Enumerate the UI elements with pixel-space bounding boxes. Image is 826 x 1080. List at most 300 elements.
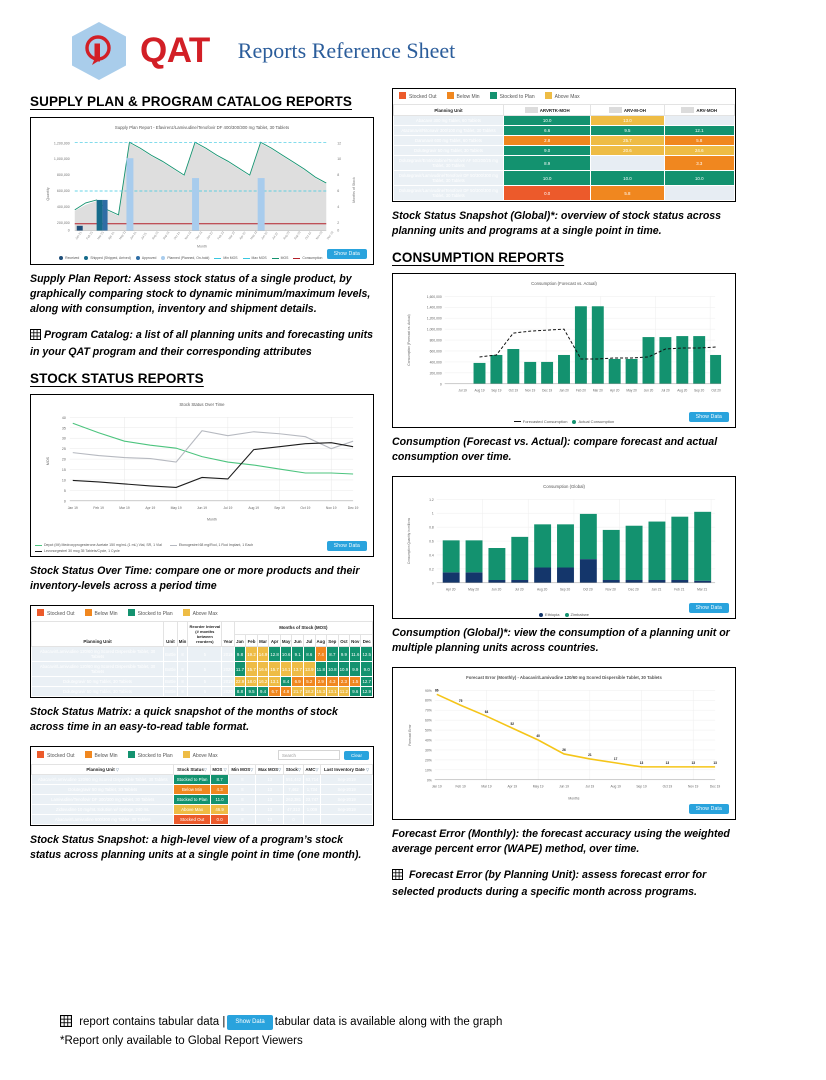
th-month: Aug (315, 634, 327, 647)
table-row (32, 815, 373, 825)
svg-text:600,000: 600,000 (429, 349, 442, 354)
cg-legend (397, 612, 731, 617)
cell-mos: 11.8 (315, 662, 327, 677)
legend-label: Above Max (192, 753, 218, 760)
th-month: Feb (246, 634, 258, 647)
svg-text:Apr 21: Apr 21 (107, 230, 116, 241)
qat-q-mark-icon (83, 34, 113, 66)
cell-mos: 6.7 (269, 687, 281, 697)
legend-label: MOS (280, 256, 289, 260)
cell-mos: 9.6 (350, 687, 361, 697)
svg-text:Mar 21: Mar 21 (96, 230, 105, 241)
svg-text:May 19: May 19 (532, 784, 544, 789)
stock-status-over-time-chart (35, 409, 369, 537)
cell-mos: 12.5 (361, 647, 373, 662)
th-month: Jun (292, 634, 304, 647)
cell-mos: 0.0 (504, 186, 591, 201)
caption-supply-plan: Supply Plan Report: Assess stock status of a single product, by graphically comparing stock to dynamic minimum/maximum levels, along with consumption, inventory and shipment details. (30, 273, 371, 316)
snapshot-status-legend (31, 747, 373, 764)
cell-mos: 4.3 (210, 785, 229, 795)
cell-mos: 2.9 (315, 677, 327, 687)
filter-icon[interactable]: ▽ (115, 767, 120, 773)
cell-last-inventory-date: Sep-2019 (321, 795, 373, 805)
legend-label: Shipped (Shipped, Arrived) (90, 256, 131, 260)
cell-year: 2019 (222, 677, 234, 687)
cell-amc: 1,734 (303, 785, 320, 795)
stock-status-matrix-card (30, 605, 374, 698)
svg-text:8: 8 (337, 173, 340, 178)
legend-label: Etonogestrel 68 mg/Rod, 1 Rod Implant, 1 Each (178, 543, 254, 548)
svg-text:Aug 19: Aug 19 (474, 388, 485, 393)
svg-text:0: 0 (337, 228, 340, 233)
cell-mos: 10.0 (504, 171, 591, 186)
svg-text:1,200,000: 1,200,000 (426, 316, 442, 321)
cell-unit: Bottle (164, 687, 178, 697)
bar-planned-3 (258, 178, 265, 231)
legend-label: Stocked Out (47, 611, 75, 618)
svg-text:0: 0 (63, 499, 66, 504)
cell-last-inventory-date (321, 815, 373, 825)
caption-stock-status-over-time: Stock Status Over Time: compare one or more products and their inventory-levels across a period time (30, 565, 360, 593)
svg-text:Jul 19: Jul 19 (458, 388, 467, 393)
cell-mos: 12.9 (361, 687, 373, 697)
th-month: Nov (350, 634, 361, 647)
cell-mos: 5.8 (664, 136, 735, 146)
cell-max-mos: 13 (256, 775, 284, 785)
svg-text:Sep 21: Sep 21 (161, 230, 171, 241)
cell-mos: 12.7 (361, 677, 373, 687)
filter-icon[interactable]: ▽ (278, 767, 282, 773)
svg-text:Month: Month (206, 517, 217, 522)
svg-text:40%: 40% (425, 738, 432, 743)
caption-stock-status-matrix: Stock Status Matrix: a quick snapshot of the months of stock across time in an easy-to-read table format. (30, 706, 338, 734)
table-row (394, 136, 735, 146)
status-badge: Stocked to Plan (174, 795, 210, 805)
svg-text:80%: 80% (425, 698, 432, 703)
matrix-status-legend (31, 606, 373, 621)
svg-text:0: 0 (67, 228, 70, 233)
cell-unit: Bottle (164, 662, 178, 677)
svg-text:May 20: May 20 (468, 587, 479, 592)
svg-text:Forecast Error: Forecast Error (407, 724, 412, 746)
svg-text:Jan 21: Jan 21 (74, 230, 83, 241)
svg-text:Month: Month (197, 244, 207, 249)
cell-stock: 262,381 (284, 795, 304, 805)
svg-text:75: 75 (458, 699, 463, 704)
cell-mos: 18.0 (246, 677, 258, 687)
svg-text:1.2: 1.2 (429, 497, 434, 502)
cell-year: 2020 (222, 662, 234, 677)
legend-label: Above Max (192, 611, 218, 618)
status-badge: Stocked Out (174, 815, 210, 825)
svg-text:0%: 0% (426, 778, 432, 783)
cell-mos: 5.8 (591, 186, 664, 201)
cell-mos: 13.7 (292, 662, 304, 677)
th-month: Dec (361, 634, 373, 647)
table-row (32, 805, 373, 815)
th-min-mos: Min MOS▽ (229, 765, 256, 775)
cell-max-mos: 13 (256, 795, 284, 805)
table-grid-icon (30, 329, 41, 345)
show-data-button[interactable]: Show Data (689, 603, 729, 613)
clear-button[interactable]: Clear (344, 751, 369, 760)
show-data-button[interactable]: Show Data (327, 249, 367, 259)
svg-text:Jun 22: Jun 22 (260, 230, 269, 241)
cell-min: 8 (177, 647, 188, 662)
table-row (394, 116, 735, 126)
svg-text:Oct 19: Oct 19 (508, 388, 518, 393)
svg-text:200,000: 200,000 (429, 371, 442, 376)
svg-text:2: 2 (337, 220, 340, 225)
svg-text:Sep 19: Sep 19 (491, 388, 502, 393)
svg-text:10: 10 (337, 157, 342, 162)
show-data-button[interactable]: Show Data (689, 412, 729, 422)
cell-min-mos: 8 (229, 815, 256, 825)
th-month: Jan (234, 634, 246, 647)
flag-icon (609, 107, 622, 113)
th-program-arv-moh: ARV-MOH (664, 105, 735, 116)
consumption-global-chart (397, 491, 731, 606)
th-stock: Stock▽ (284, 765, 304, 775)
svg-text:Sep 20: Sep 20 (559, 587, 571, 592)
svg-text:Feb 21: Feb 21 (85, 230, 94, 241)
cell-mos: 7.4 (315, 647, 327, 662)
svg-text:90%: 90% (425, 689, 432, 693)
svg-text:Consumption Quantity in millio: Consumption Quantity in millions (406, 518, 411, 565)
cell-mos: 12.1 (664, 126, 735, 136)
cell-mos: 10.0 (664, 171, 735, 186)
cell-mos: 21.7 (292, 687, 304, 697)
table-row (394, 146, 735, 156)
filter-icon[interactable]: ▽ (223, 767, 227, 773)
svg-text:52: 52 (510, 722, 515, 727)
cell-mos: 10.0 (591, 171, 664, 186)
svg-text:Nov 19: Nov 19 (525, 388, 536, 393)
cell-mos (664, 186, 735, 201)
stock-status-matrix-body (32, 647, 373, 697)
cell-mos: 13.1 (327, 687, 339, 697)
cell-mos: 25.7 (591, 136, 664, 146)
cell-planning-unit: Dolutegravir/Lamivudine/Tenofovir DF 50/300/300 mg Tablet, 30 Tablets (394, 171, 504, 186)
th-amc: AMC▽ (303, 765, 320, 775)
table-row (394, 171, 735, 186)
svg-text:Dec 22: Dec 22 (325, 230, 335, 241)
consumption-global-bars (443, 512, 711, 583)
legend-label: Levonorgestrel 30 mcg 35 Tablets/Cycle, 1 Cycle (44, 549, 120, 554)
sso-legend (35, 543, 369, 553)
cell-mos: 8.7 (210, 775, 229, 785)
table-row (394, 186, 735, 201)
actual-consumption-bars (474, 306, 722, 384)
cell-max-mos: 13 (256, 805, 284, 815)
cell-mos: 16.6 (257, 662, 269, 677)
cell-min: 8 (177, 662, 188, 677)
bar-approved (103, 200, 108, 231)
th-reorder-interval: Reorder Interval (# months between reorders) (188, 622, 222, 647)
cell-mos: 15.3 (315, 687, 327, 697)
svg-text:1,400,000: 1,400,000 (426, 305, 442, 310)
cell-mos: 9.9 (338, 647, 350, 662)
svg-text:70%: 70% (425, 708, 432, 713)
svg-text:1,200,000: 1,200,000 (53, 141, 70, 146)
cg-chart-title: Consumption (Global) (543, 484, 585, 490)
cell-amc: 63,714 (303, 775, 320, 785)
svg-text:Oct 20: Oct 20 (583, 587, 593, 592)
cell-mos: 9.5 (591, 126, 664, 136)
svg-text:400,000: 400,000 (56, 204, 70, 209)
show-data-button[interactable]: Show Data (689, 804, 729, 814)
svg-text:Aug 19: Aug 19 (610, 784, 621, 789)
cell-planning-unit: Dolutegravir/Emtricitabine/Tenofovir AF 50/200/25 mg Tablet, 30 Tablets (394, 156, 504, 171)
svg-text:Feb 22: Feb 22 (216, 230, 226, 241)
cell-min: 8 (177, 677, 188, 687)
svg-text:Dec 19: Dec 19 (709, 784, 721, 789)
legend-label: Ethiopia (545, 612, 560, 618)
cell-min-mos: 8 (229, 795, 256, 805)
svg-text:Jul 20: Jul 20 (661, 388, 670, 393)
svg-text:Feb 19: Feb 19 (93, 505, 104, 510)
svg-text:0.6: 0.6 (429, 539, 434, 544)
cell-mos: 20.6 (591, 146, 664, 156)
flag-icon (525, 107, 538, 113)
legend-label: Stocked Out (409, 94, 437, 100)
cell-stock: 7,462 (284, 785, 304, 795)
stock-status-snapshot-global-card (392, 88, 736, 202)
svg-text:Jul 22: Jul 22 (271, 231, 279, 241)
svg-text:May 21: May 21 (118, 230, 127, 241)
cell-mos: 4.8 (280, 687, 292, 697)
cell-mos: 9.4 (257, 687, 269, 697)
legend-label: Actual Consumption (578, 419, 615, 425)
svg-text:May 22: May 22 (249, 230, 259, 241)
fe-chart-title: Forecast Error (Monthly) - Abacavir/Lamivudine 120/60 mg Scored Dispersible Tablet, 30 Tablets (466, 675, 662, 681)
svg-text:30: 30 (61, 436, 66, 441)
cell-mos: 11.2 (338, 687, 350, 697)
th-min: Min (177, 622, 188, 647)
cell-mos: 19.2 (246, 647, 258, 662)
legend-label: Zimbabwe (570, 612, 589, 618)
caption-consumption-forecast-actual: Consumption (Forecast vs. Actual): compare forecast and actual consumption over time. (392, 436, 718, 464)
svg-text:Dec 21: Dec 21 (194, 230, 204, 241)
cell-mos: 11.0 (210, 795, 229, 805)
cell-mos: 13.1 (269, 677, 281, 687)
svg-text:30%: 30% (425, 748, 432, 753)
cell-min-mos: 8 (229, 805, 256, 815)
svg-text:Dec 20: Dec 20 (628, 587, 639, 592)
svg-text:40: 40 (536, 734, 540, 739)
cell-planning-unit: Dolutegravir 50 mg Tablet, 30 Tablets (32, 677, 164, 687)
table-row (32, 775, 373, 785)
cell-mos: 3.3 (664, 156, 735, 171)
cell-mos: 11.6 (350, 647, 361, 662)
svg-text:400,000: 400,000 (429, 360, 442, 365)
cell-mos: 8.9 (504, 156, 591, 171)
footer-line-2: *Report only available to Global Report Viewers (60, 1034, 303, 1047)
cell-planning-unit: Dolutegravir 50 mg Tablet, 30 Tablets (32, 687, 164, 697)
svg-text:Mar 21: Mar 21 (697, 587, 708, 592)
cell-mos: 0.0 (210, 815, 229, 825)
snapshot-global-body (394, 116, 735, 201)
section-supply-plan: SUPPLY PLAN & PROGRAM CATALOG REPORTS (30, 94, 352, 109)
svg-text:Aug 20: Aug 20 (536, 587, 548, 592)
table-row (32, 662, 373, 677)
table-row (32, 647, 373, 662)
section-stock-status: STOCK STATUS REPORTS (30, 371, 204, 387)
svg-text:Oct 19: Oct 19 (300, 505, 311, 510)
stock-status-snapshot-table (31, 764, 373, 825)
cell-mos: 2.3 (338, 677, 350, 687)
footer-line-1 (60, 1014, 502, 1033)
filter-icon[interactable]: ▽ (250, 767, 254, 773)
qat-hexagon-icon (72, 22, 126, 80)
cell-mos: 9.9 (350, 662, 361, 677)
cell-max-mos: 13 (256, 815, 284, 825)
svg-text:Jun 20: Jun 20 (491, 587, 502, 592)
left-column (30, 94, 374, 874)
svg-text:Apr 19: Apr 19 (507, 784, 518, 789)
cell-mos: 9.0 (361, 662, 373, 677)
cell-planning-unit: Abacavir/Lamivudine 120/60 mg Scored Dispersible Tablet, 30 Tablets (32, 662, 164, 677)
legend-label: Stocked to Plan (137, 611, 173, 618)
svg-text:Jun 19: Jun 19 (559, 784, 569, 789)
svg-text:Aug 22: Aug 22 (282, 230, 291, 241)
svg-text:Sep 19: Sep 19 (274, 505, 285, 510)
filter-icon[interactable]: ▽ (315, 767, 319, 773)
legend-label: Below Min (94, 611, 118, 618)
stock-status-snapshot-body (32, 775, 373, 825)
table-row (32, 785, 373, 795)
svg-text:Oct 20: Oct 20 (711, 388, 721, 393)
svg-text:Jan 20: Jan 20 (559, 388, 569, 393)
page-footer (60, 1014, 502, 1051)
filter-icon[interactable]: ▽ (365, 767, 370, 773)
svg-text:13: 13 (639, 761, 644, 766)
svg-text:0.8: 0.8 (429, 525, 434, 530)
footer-text-b: tabular data is available along with the graph (274, 1015, 503, 1028)
svg-text:35: 35 (61, 426, 66, 431)
table-header-row (32, 765, 373, 775)
svg-text:1: 1 (431, 511, 434, 516)
show-data-button[interactable]: Show Data (327, 541, 367, 551)
svg-text:Nov 22: Nov 22 (314, 230, 324, 241)
svg-text:Jul 21: Jul 21 (139, 231, 148, 241)
svg-text:10%: 10% (425, 768, 432, 773)
svg-text:17: 17 (613, 757, 618, 762)
cell-min: 8 (177, 687, 188, 697)
legend-label: Stocked to Plan (499, 94, 535, 100)
page-header (30, 22, 796, 80)
th-month: Apr (269, 634, 281, 647)
svg-text:200,000: 200,000 (56, 220, 70, 225)
table-row (32, 677, 373, 687)
search-input[interactable]: Search (278, 750, 340, 760)
cell-min-mos: 8 (229, 775, 256, 785)
cell-mos: 15.7 (246, 662, 258, 677)
cell-planning-unit: Zidovudine 10 mg/mL Solution w/ Syringe, 240 mL (32, 805, 174, 815)
svg-text:1,000,000: 1,000,000 (426, 327, 442, 332)
cell-last-inventory-date: Sep-2019 (321, 805, 373, 815)
svg-text:Dec 19: Dec 19 (542, 388, 553, 393)
cell-mos (664, 116, 735, 126)
svg-text:15: 15 (61, 468, 66, 473)
svg-text:Jul 19: Jul 19 (585, 784, 595, 789)
cell-mos: 1.5 (350, 677, 361, 687)
cell-unit: Bottle (164, 647, 178, 662)
th-months-of-stock: Months of Stock (MOS) (234, 622, 372, 635)
cell-planning-unit: Lamivudine/Tenofovir DF 300/300 mg Tablet, 30 Tablets (32, 795, 174, 805)
cell-mos: 14.1 (280, 662, 292, 677)
legend-label: Stocked Out (47, 753, 75, 760)
cell-unit: Bottle (164, 677, 178, 687)
legend-label: Below Min (456, 94, 480, 100)
svg-text:Oct 19: Oct 19 (662, 784, 673, 789)
svg-text:26: 26 (562, 748, 566, 753)
cell-mos: 6.9 (292, 677, 304, 687)
th-stock-status: Stock Status▽ (174, 765, 210, 775)
legend-label: Forecasted Consumption (522, 419, 568, 425)
th-planning-unit: Planning Unit (32, 622, 164, 647)
stock-status-matrix-table (31, 621, 373, 697)
cell-planning-unit: Abacavir/Lamivudine 120/60 mg Scored Dispersible Tablet, 30 Tablets (32, 647, 164, 662)
cell-planning-unit: Darunavir 600 mg Tablet, 60 Tablets (394, 136, 504, 146)
svg-text:Mar 22: Mar 22 (227, 230, 236, 241)
svg-text:13: 13 (691, 761, 695, 766)
svg-text:12: 12 (337, 141, 342, 146)
cell-planning-unit: Dolutegravir 50 mg Tablet, 30 Tablets (32, 785, 174, 795)
legend-label: Received (65, 256, 80, 260)
th-month: Mar (257, 634, 269, 647)
svg-text:Oct 22: Oct 22 (303, 230, 313, 241)
bar-shipped (97, 200, 103, 231)
svg-text:Aug 19: Aug 19 (248, 505, 260, 510)
svg-text:60%: 60% (425, 718, 432, 723)
filter-icon[interactable]: ▽ (203, 767, 208, 773)
consumption-global-card (392, 476, 736, 619)
cell-mos: 2.8 (504, 136, 591, 146)
table-grid-icon (60, 1018, 75, 1030)
stock-status-over-time-card (30, 394, 374, 557)
svg-text:Months: Months (568, 796, 580, 801)
filter-icon[interactable]: ▽ (297, 767, 302, 773)
th-month: Jul (303, 634, 315, 647)
cell-reorder: 5 (188, 647, 222, 662)
cell-planning-unit: Abacavir/Lamivudine 600/300 mg Tablet, 30 Tablets (32, 815, 174, 825)
cfa-legend (397, 419, 731, 424)
flag-icon (681, 107, 694, 113)
th-month: May (280, 634, 292, 647)
svg-text:20: 20 (61, 457, 66, 462)
svg-text:Mar 19: Mar 19 (481, 784, 492, 789)
svg-text:13: 13 (713, 761, 717, 766)
cell-stock: 551,442 (284, 775, 304, 785)
svg-text:May 20: May 20 (626, 388, 637, 393)
snapshot-global-table (393, 104, 735, 201)
legend-label: Max MOS (251, 256, 267, 260)
page-title: Reports Reference Sheet (237, 38, 456, 63)
svg-text:Jun 20: Jun 20 (643, 388, 654, 393)
cell-mos: 22.9 (234, 677, 246, 687)
th-last-inventory-date: Last Inventory Date ▽ (321, 765, 373, 775)
bar-planned-1 (126, 158, 133, 231)
svg-text:Feb 21: Feb 21 (674, 587, 685, 592)
svg-text:600,000: 600,000 (56, 188, 70, 193)
cell-planning-unit: Abacavir 300 mg Tablet, 60 Tablets (394, 116, 504, 126)
status-badge: Below Min (174, 785, 210, 795)
cell-last-inventory-date: Sep-2019 (321, 775, 373, 785)
svg-text:Dec 19: Dec 19 (347, 505, 359, 510)
cell-mos: 4.3 (327, 677, 339, 687)
forecast-error-line (437, 694, 715, 767)
